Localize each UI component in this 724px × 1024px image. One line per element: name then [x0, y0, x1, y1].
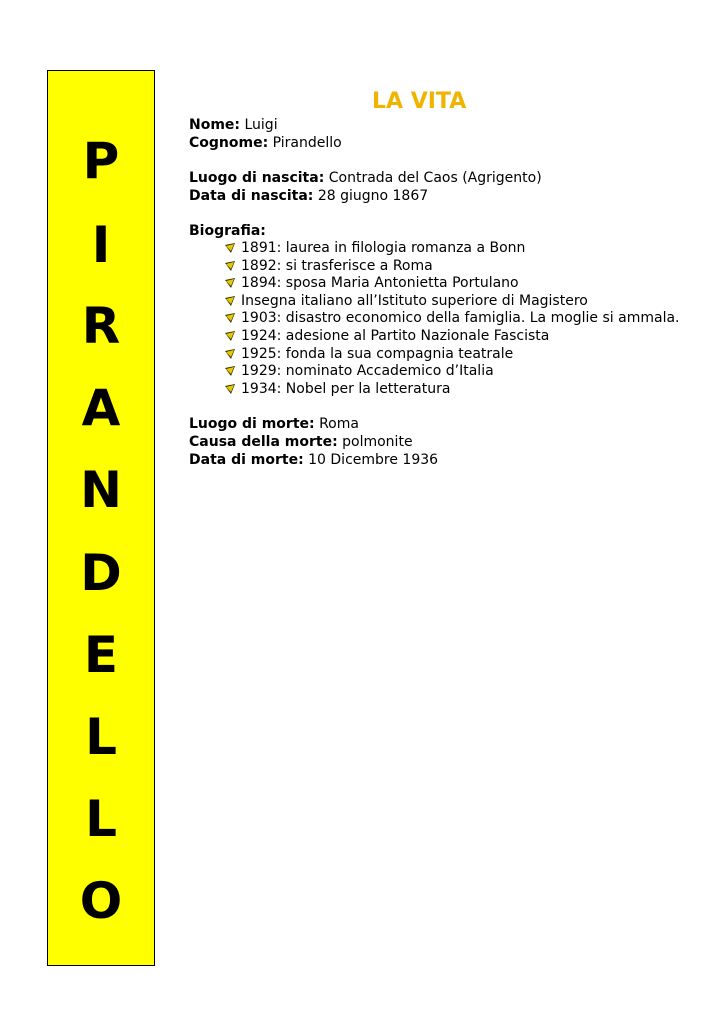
luogo-morte-label: Luogo di morte:: [189, 416, 315, 432]
nome-row: [189, 116, 278, 134]
page-title: LA VITA: [372, 89, 467, 114]
causa-morte-label: Causa della morte:: [189, 434, 338, 450]
banner-letter: I: [91, 216, 111, 274]
list-item: [224, 274, 519, 292]
list-item: [224, 345, 513, 363]
banner-letter: O: [79, 872, 123, 930]
biografia-item-text: 1924: adesione al Partito Nazionale Fascista: [241, 328, 550, 344]
arrow-bullet-icon: [224, 277, 236, 289]
biografia-item-text: 1934: Nobel per la letteratura: [241, 381, 451, 397]
list-item: [224, 362, 494, 380]
biografia-item-text: 1903: disastro economico della famiglia. La moglie si ammala.: [241, 310, 680, 326]
list-item: [224, 257, 433, 275]
cognome-label: Cognome:: [189, 135, 269, 151]
list-item: [224, 380, 450, 398]
banner-letter: N: [80, 461, 122, 519]
biografia-item-text: 1925: fonda la sua compagnia teatrale: [241, 346, 514, 362]
biografia-item-text: 1929: nominato Accademico d’Italia: [241, 363, 494, 379]
luogo-nascita-value: Contrada del Caos (Agrigento): [328, 170, 542, 186]
data-morte-row: [189, 451, 438, 469]
nome-label: Nome:: [189, 117, 241, 133]
biografia-item-text: 1892: si trasferisce a Roma: [241, 258, 433, 274]
list-item: [224, 327, 549, 345]
arrow-bullet-icon: [224, 348, 236, 360]
arrow-bullet-icon: [224, 295, 236, 307]
biografia-item-text: 1891: laurea in filologia romanza a Bonn: [241, 240, 526, 256]
data-nascita-value: 28 giugno 1867: [317, 188, 429, 204]
data-morte-label: Data di morte:: [189, 452, 304, 468]
data-nascita-row: [189, 187, 428, 205]
biografia-label: Biografia:: [189, 223, 266, 239]
luogo-morte-value: Roma: [319, 416, 359, 432]
arrow-bullet-icon: [224, 383, 236, 395]
banner-letter: E: [83, 626, 119, 684]
luogo-nascita-label: Luogo di nascita:: [189, 170, 325, 186]
cognome-value: Pirandello: [272, 135, 342, 151]
banner-letter: D: [80, 544, 122, 602]
list-item: [224, 309, 679, 327]
cognome-row: [189, 134, 342, 152]
arrow-bullet-icon: [224, 365, 236, 377]
data-nascita-label: Data di nascita:: [189, 188, 314, 204]
luogo-morte-row: [189, 415, 359, 433]
data-morte-value: 10 Dicembre 1936: [308, 452, 439, 468]
causa-morte-row: [189, 433, 413, 451]
banner-letter: L: [85, 790, 117, 848]
banner-letter: A: [81, 379, 121, 437]
luogo-nascita-row: [189, 169, 542, 187]
side-banner: [47, 70, 155, 966]
arrow-bullet-icon: [224, 312, 236, 324]
list-item: [224, 292, 588, 310]
list-item: [224, 239, 525, 257]
banner-letter: L: [85, 708, 117, 766]
banner-letter: P: [82, 132, 120, 190]
biografia-item-text: 1894: sposa Maria Antonietta Portulano: [241, 275, 519, 291]
banner-letter: R: [81, 297, 121, 355]
causa-morte-value: polmonite: [342, 434, 413, 450]
arrow-bullet-icon: [224, 260, 236, 272]
nome-value: Luigi: [244, 117, 278, 133]
biografia-item-text: Insegna italiano all’Istituto superiore di Magistero: [241, 293, 588, 309]
biografia-row: [189, 222, 266, 240]
arrow-bullet-icon: [224, 330, 236, 342]
arrow-bullet-icon: [224, 242, 236, 254]
